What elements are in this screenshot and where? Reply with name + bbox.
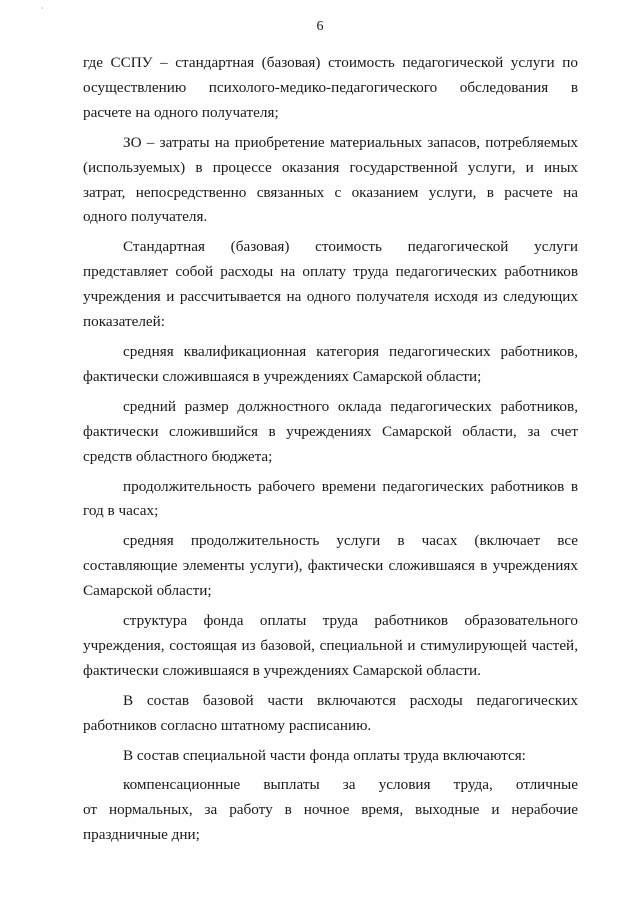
text-line: одного получателя. bbox=[83, 208, 208, 226]
text-line: В состав специальной части фонда оплаты труда включаются: bbox=[123, 746, 526, 764]
paragraph-payroll-structure bbox=[83, 609, 578, 684]
text-line: составляющие элементы услуги), фактически сложившаяся в учреждениях bbox=[83, 557, 578, 575]
text-line: ЗО – затраты на приобретение материальных запасов, потребляемых bbox=[123, 133, 578, 151]
text-line: учреждения и рассчитывается на одного получателя исходя из следующих bbox=[83, 288, 578, 306]
text-line: фактически сложившаяся в учреждениях Самарской области; bbox=[83, 367, 482, 385]
text-line: средств областного бюджета; bbox=[83, 447, 273, 465]
paragraph-standard-cost bbox=[83, 235, 578, 335]
text-line: затрат, непосредственно связанных с оказанием услуги, в расчете на bbox=[83, 183, 578, 201]
paragraph-qualification bbox=[83, 340, 578, 390]
paragraph-special-part bbox=[83, 744, 578, 769]
text-line: показателей: bbox=[83, 313, 166, 331]
text-line: осуществлению психолого-медико-педагогического обследования в bbox=[83, 78, 578, 96]
page-number: 6 bbox=[316, 19, 324, 34]
text-line: структура фонда оплаты труда работников образовательного bbox=[123, 612, 578, 630]
text-line: где ССПУ – стандартная (базовая) стоимость педагогической услуги по bbox=[83, 54, 578, 71]
text-line: Стандартная (базовая) стоимость педагогической услуги bbox=[123, 238, 578, 256]
text-line: от нормальных, за работу в ночное время, выходные и нерабочие bbox=[83, 801, 578, 819]
text-line: расчете на одного получателя; bbox=[83, 103, 279, 121]
text-line: фактически сложившийся в учреждениях Самарской области, за счет bbox=[83, 422, 578, 440]
paragraph-sspu-definition bbox=[83, 51, 578, 126]
document-body bbox=[83, 51, 578, 853]
text-line: Самарской области; bbox=[83, 582, 212, 600]
text-line: год в часах; bbox=[83, 502, 159, 520]
paragraph-compensation bbox=[83, 773, 578, 848]
text-line: работников согласно штатному расписанию. bbox=[83, 716, 372, 734]
text-line: В состав базовой части включаются расходы педагогических bbox=[123, 691, 578, 709]
paragraph-zo-definition bbox=[83, 131, 578, 231]
scan-mark: · bbox=[41, 4, 44, 13]
text-line: средняя квалификационная категория педагогических работников, bbox=[123, 342, 578, 360]
paragraph-service-duration bbox=[83, 529, 578, 604]
text-line: праздничные дни; bbox=[83, 826, 200, 844]
text-line: компенсационные выплаты за условия труда, отличные bbox=[123, 776, 578, 794]
text-line: учреждения, состоящая из базовой, специальной и стимулирующей частей, bbox=[83, 636, 578, 654]
paragraph-working-time bbox=[83, 475, 578, 525]
text-line: (используемых) в процессе оказания государственной услуги, и иных bbox=[83, 158, 578, 176]
text-line: продолжительность рабочего времени педагогических работников в bbox=[123, 477, 578, 495]
text-line: представляет собой расходы на оплату труда педагогических работников bbox=[83, 263, 578, 281]
text-line: фактически сложившаяся в учреждениях Самарской области. bbox=[83, 661, 481, 679]
paragraph-base-part bbox=[83, 689, 578, 739]
text-line: средняя продолжительность услуги в часах (включает все bbox=[123, 532, 578, 550]
text-line: средний размер должностного оклада педагогических работников, bbox=[123, 397, 578, 415]
paragraph-salary bbox=[83, 395, 578, 470]
